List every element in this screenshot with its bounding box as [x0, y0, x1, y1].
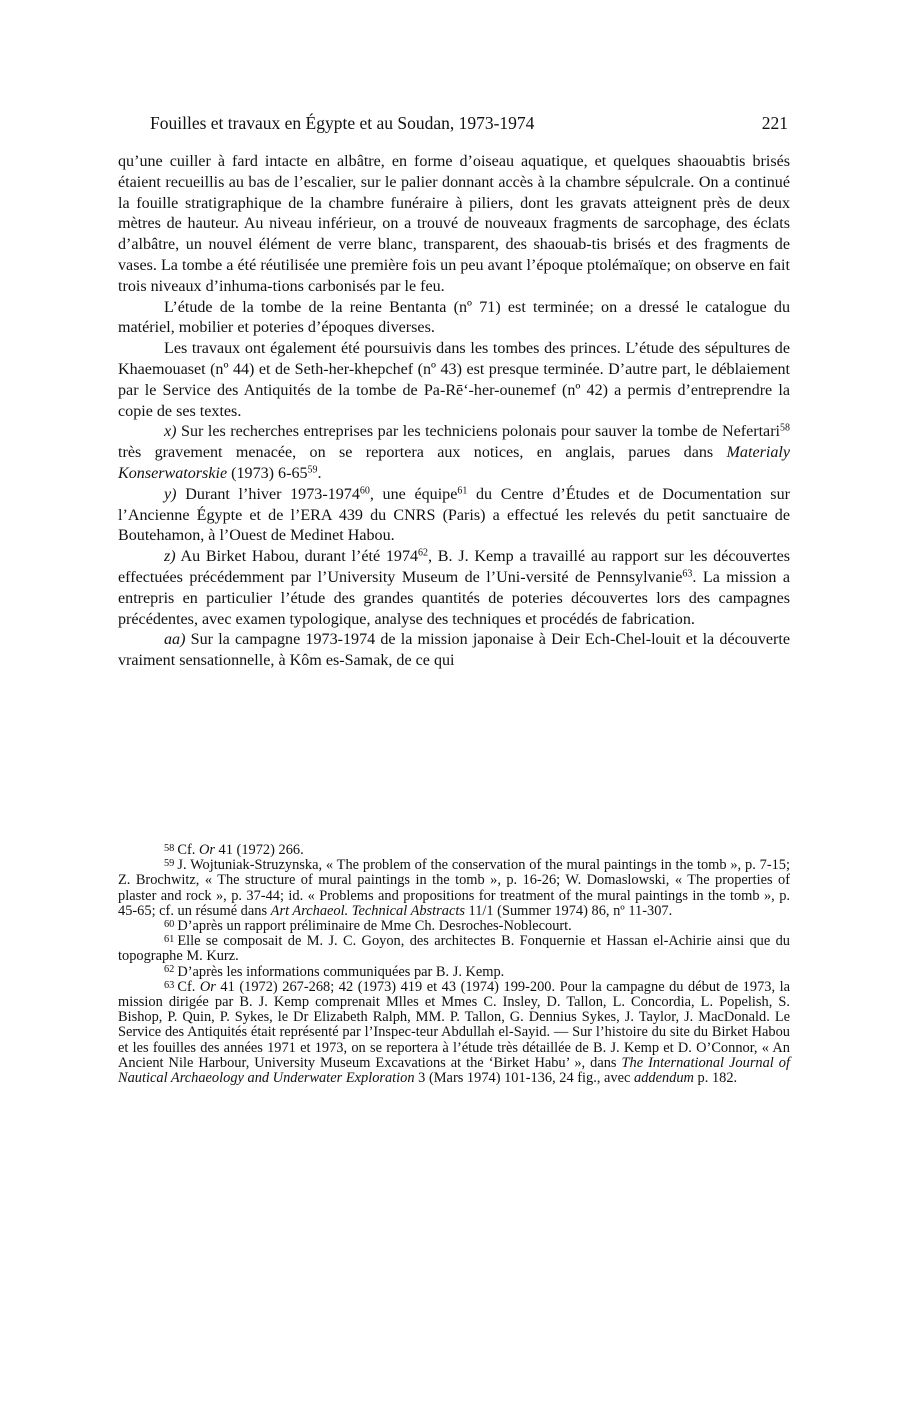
running-title: Fouilles et travaux en Égypte et au Soudan, 1973-1974 [150, 113, 535, 133]
footnote-number: 62 [164, 964, 175, 976]
text-run: Cf. [177, 842, 199, 858]
text-run: J. Wojtuniak-Struzynska, « The problem of the conservation of the mural paintings in the tomb », p. 7-15; Z. Brochwitz, « The structure of mural paintings in the tomb », p. 16-26; W. Domaslowski, « The properties of plaster and rock », p. 37-44; id. « Problems and propositions for treatment of the mural paintings in the tomb », p. 45-65; cf. un résumé dans [118, 857, 790, 919]
addendum-word: addendum [634, 1070, 694, 1087]
journal-title: Art Archaeol. Technical Abstracts [270, 902, 465, 919]
text-run: Sur la campagne 1973-1974 de la mission japonaise à Deir Ech-Chel-louit et la découverte vraiment sensationnelle, à Kôm es-Samak, de ce qui [118, 631, 790, 670]
footnote-number: 58 [164, 842, 175, 854]
text-run: . La mission a entrepris en particulier l’étude des grandes quantités de poteries découvertes lors des campagnes précédentes, avec examen typologique, analyse des techniques et procédés de fabrication. [118, 568, 790, 628]
text-run: Sur les recherches entreprises par les techniciens polonais pour sauver la tombe de Nefertari [176, 423, 781, 441]
text-run: (1973) 6-65 [227, 464, 308, 482]
paragraph-deir-ech-chellouit [118, 630, 790, 672]
paragraph-boutehamon [118, 485, 790, 547]
text-run: Cf. [177, 978, 200, 995]
footnote-59 [118, 858, 790, 919]
footnote-62 [118, 965, 790, 980]
body-text [118, 152, 790, 672]
paragraph-princes-tombs: Les travaux ont également été poursuivis dans les tombes des princes. L’étude des sépultures de Khaemouaset (nº 44) et de Seth-her-khepchef (nº 43) est presque terminée. D’autre part, le déblaiement par le Service des Antiquités de la tombe de Pa-Rē‘-her-ounemef (nº 42) a permis d’entreprendre la copie de ses textes. [118, 340, 790, 420]
footnote-58 [118, 843, 790, 858]
paragraph-nefertari [118, 422, 790, 484]
footnote-61 [118, 934, 790, 964]
footnote-ref[interactable]: 58 [780, 422, 790, 434]
footnote-number: 63 [164, 979, 175, 991]
footnote-60 [118, 919, 790, 934]
text-run: 11/1 (Summer 1974) 86, nº 11-307. [464, 902, 673, 919]
footnote-ref[interactable]: 59 [307, 464, 318, 476]
journal-title: The International Journal of Nautical Archaeology and Underwater Exploration [118, 1054, 790, 1087]
footnote-number: 60 [164, 918, 175, 930]
text-run: , B. J. Kemp a travaillé au rapport sur les découvertes effectuées précédemment par l’University Museum de l’Uni-versité de Pennsylvanie [118, 548, 790, 586]
text-run: Elle se composait de M. J. C. Goyon, des architectes B. Fonquernie et Hassan el-Achirie ainsi que du topographe M. Kurz. [118, 933, 790, 965]
item-label: z) [164, 548, 176, 566]
footnote-ref[interactable]: 63 [682, 568, 693, 580]
journal-abbrev: Or [198, 842, 215, 858]
text-run: du Centre d’Études et de Documentation sur l’Ancienne Égypte et de l’ERA 439 du CNRS (Paris) a effectué les relevés du petit sanctuaire de Boutehamon, à l’Ouest de Medinet Habou. [118, 485, 790, 545]
text-run: D’après les informations communiquées par B. J. Kemp. [177, 963, 505, 980]
text-run: . [317, 464, 322, 482]
page-number: 221 [761, 113, 788, 133]
journal-title: Materialy Konserwatorskie [118, 444, 790, 482]
paragraph-birket-habou [118, 547, 790, 630]
footnote-ref[interactable]: 61 [457, 485, 468, 497]
footnote-63 [118, 980, 790, 1086]
footnotes [118, 843, 790, 1086]
footnote-number: 61 [164, 933, 175, 945]
text-run: 41 (1972) 266. [214, 842, 304, 858]
item-label: aa) [164, 631, 186, 649]
text-run: très gravement menacée, on se reportera aux notices, en anglais, parues dans [118, 444, 727, 462]
item-label: y) [164, 485, 177, 503]
text-run: , une équipe [369, 485, 458, 503]
text-run: Au Birket Habou, durant l’été 1974 [175, 548, 419, 566]
text-run: 3 (Mars 1974) 101-136, 24 fig., avec [414, 1070, 634, 1087]
paragraph-continuation: qu’une cuiller à fard intacte en albâtre, en forme d’oiseau aquatique, et quelques shaouabtis brisés étaient recueillis au bas de l’escalier, sur le palier donnant accès à la chambre sépulcrale. On a continué la fouille stratigraphique de la chambre funéraire à piliers, dont les gravats atteignent près de deux mètres de hauteur. Au niveau inférieur, on a trouvé de nouveaux fragments de sarcophage, des éclats d’albâtre, un nouvel élément de verre blanc, transparent, des shaouab-tis brisés et des fragments de vases. La tombe a été réutilisée une première fois un peu avant l’époque ptolémaïque; on observe en fait trois niveaux d’inhuma-tions carbonisés par le feu. [118, 153, 790, 295]
footnote-number: 59 [164, 857, 175, 869]
footnote-ref[interactable]: 60 [359, 485, 370, 497]
footnote-ref[interactable]: 62 [418, 547, 429, 559]
text-run: Durant l’hiver 1973-1974 [176, 485, 360, 503]
text-run: D’après un rapport préliminaire de Mme Ch. Desroches-Noblecourt. [177, 918, 572, 935]
item-label: x) [164, 423, 177, 441]
journal-abbrev: Or [199, 978, 216, 995]
text-run: 41 (1972) 267-268; 42 (1973) 419 et 43 (1974) 199-200. Pour la campagne du début de 1973, la mission dirigée par B. J. Kemp comprenait Mlles et Mmes C. Insley, D. Tallon, L. Concordia, L. Popelish, S. Bishop, P. Quin, P. Sykes, le Dr Elizabeth Ralph, MM. P. Tallon, G. Dennius Sykes, J. Taylor, J. MacDonald. Le Service des Antiquités était représenté par l’Inspec-teur Abdullah el-Sayid. — Sur l’histoire du site du Birket Habou et les fouilles des années 1971 et 1973, on se reportera à l’étude très détaillée de B. J. Kemp et D. O’Connor, « An Ancient Nile Harbour, University Museum Excavations at the ‘Birket Habu’ », dans [118, 978, 790, 1071]
text-run: p. 182. [693, 1070, 738, 1087]
paragraph-bentanta: L’étude de la tombe de la reine Bentanta (nº 71) est terminée; on a dressé le catalogue du matériel, mobilier et poteries d’époques diverses. [118, 298, 790, 337]
